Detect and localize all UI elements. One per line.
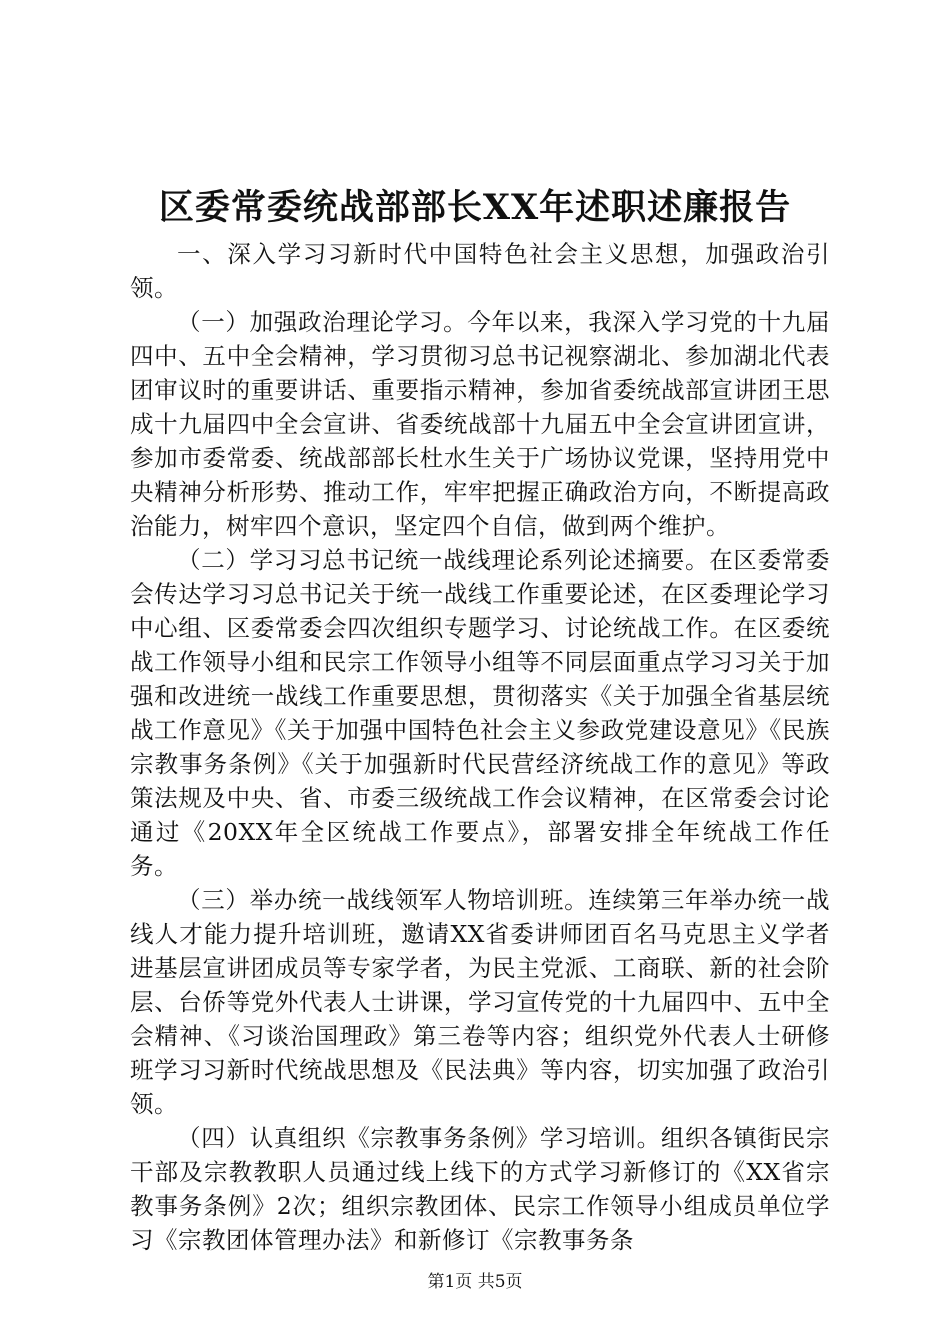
paragraph-3: （三）举办统一战线领军人物培训班。连续第三年举办统一战线人才能力提升培训班，邀请XX省委讲师团百名马克思主义学者进基层宣讲团成员等专家学者，为民主党派、工商联、新的社会阶层、台侨等党外代表人士讲课，学习宣传党的十九届四中、五中全会精神、《习谈治国理政》第三卷等内容；组织党外代表人士研修班学习习新时代统战思想及《民法典》等内容，切实加强了政治引领。 <box>130 886 830 1118</box>
paragraph-section-heading: 一、深入学习习新时代中国特色社会主义思想，加强政治引领。 <box>130 240 830 302</box>
document-body <box>130 237 830 1257</box>
paragraph-4: （四）认真组织《宗教事务条例》学习培训。组织各镇街民宗干部及宗教教职人员通过线上线下的方式学习新修订的《XX省宗教事务条例》2次；组织宗教团体、民宗工作领导小组成员单位学习《宗教团体管理办法》和新修订《宗教事务条 <box>130 1124 830 1254</box>
document-title: 区委常委统战部部长XX年述职述廉报告 <box>158 187 792 228</box>
paragraph-2: （二）学习习总书记统一战线理论系列论述摘要。在区委常委会传达学习习总书记关于统一战线工作重要论述，在区委理论学习中心组、区委常委会四次组织专题学习、讨论统战工作。在区委统战工作领导小组和民宗工作领导小组等不同层面重点学习习关于加强和改进统一战线工作重要思想，贯彻落实《关于加强全省基层统战工作意见》《关于加强中国特色社会主义参政党建设意见》《民族宗教事务条例》《关于加强新时代民营经济统战工作的意见》等政策法规及中央、省、市委三级统战工作会议精神，在区常委会讨论通过《20XX年全区统战工作要点》，部署安排全年统战工作任务。 <box>130 546 830 880</box>
paragraph-1: （一）加强政治理论学习。今年以来，我深入学习党的十九届四中、五中全会精神，学习贯彻习总书记视察湖北、参加湖北代表团审议时的重要讲话、重要指示精神，参加省委统战部宣讲团王思成十九届四中全会宣讲、省委统战部十九届五中全会宣讲团宣讲，参加市委常委、统战部部长杜水生关于广场协议党课，坚持用党中央精神分析形势、推动工作，牢牢把握正确政治方向，不断提高政治能力，树牢四个意识，坚定四个自信，做到两个维护。 <box>130 308 830 540</box>
page-number-footer: 第1页 共5页 <box>427 1272 523 1292</box>
